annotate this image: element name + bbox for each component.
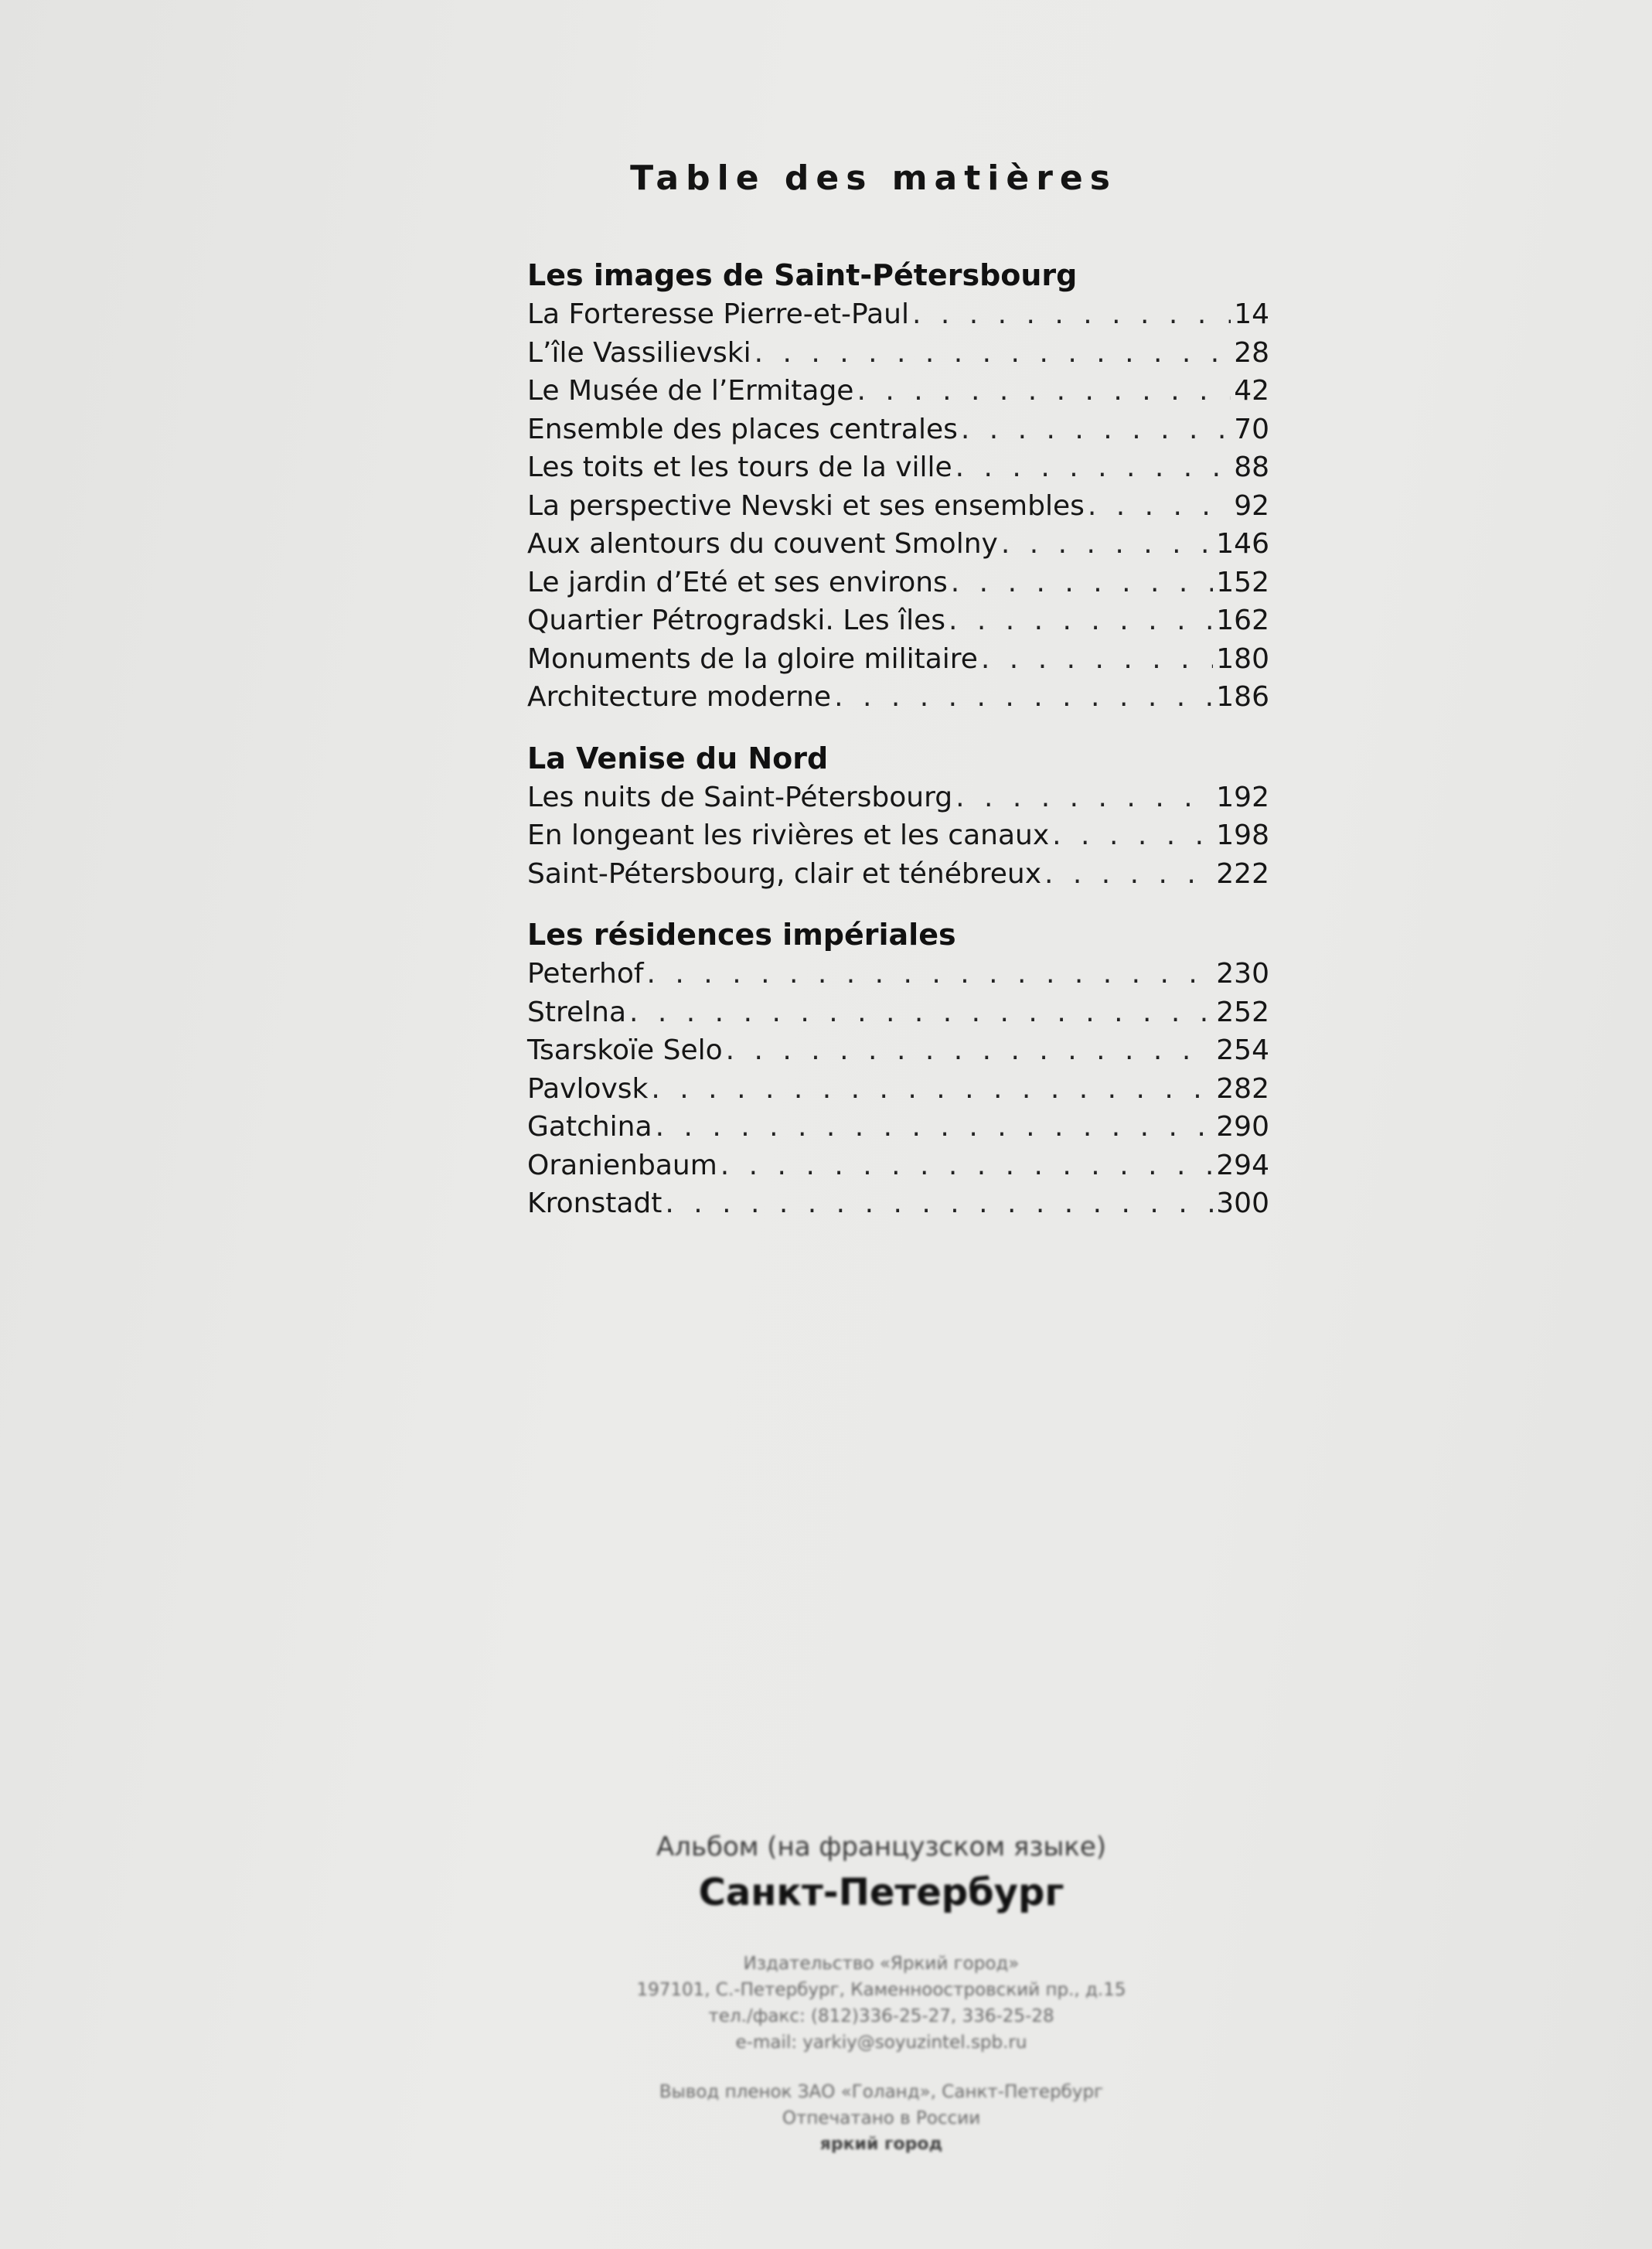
section-title: Les résidences impériales bbox=[527, 918, 956, 952]
dot-leader bbox=[1052, 816, 1213, 855]
entry-label: En longeant les rivières et les canaux bbox=[527, 820, 1050, 851]
entry-page: 42 bbox=[1234, 375, 1269, 407]
entry-label: Ensemble des places centrales bbox=[527, 413, 958, 445]
toc-section bbox=[527, 255, 1269, 717]
entry-label: Monuments de la gloire militaire bbox=[527, 642, 978, 675]
entry-page: 222 bbox=[1216, 857, 1269, 890]
entry-label: Kronstadt bbox=[527, 1188, 663, 1219]
toc-entry bbox=[527, 487, 1269, 526]
toc-entry bbox=[527, 448, 1269, 487]
toc-entry bbox=[527, 1147, 1269, 1185]
section-title: La Venise du Nord bbox=[527, 741, 829, 775]
dot-leader bbox=[961, 411, 1231, 449]
entry-label: Oranienbaum bbox=[527, 1149, 717, 1181]
dot-leader bbox=[629, 993, 1213, 1032]
entry-label: L’île Vassilievski bbox=[527, 336, 751, 369]
dot-leader bbox=[951, 564, 1213, 602]
publisher-line: Издательство «Яркий город» bbox=[743, 1954, 1020, 1974]
entry-page: 28 bbox=[1234, 336, 1269, 369]
entry-page: 146 bbox=[1216, 528, 1269, 560]
entry-label: Strelna bbox=[527, 996, 627, 1028]
toc-entry bbox=[527, 779, 1269, 817]
toc-entry bbox=[527, 1031, 1269, 1070]
entry-label: Tsarskoïe Selo bbox=[527, 1034, 723, 1066]
toc-entry bbox=[527, 525, 1269, 564]
toc-entry bbox=[527, 816, 1269, 855]
dot-leader bbox=[912, 295, 1231, 334]
toc-section bbox=[527, 738, 1269, 894]
entry-label: Peterhof bbox=[527, 958, 644, 990]
toc-entry bbox=[527, 372, 1269, 411]
entry-label: Architecture moderne bbox=[527, 681, 832, 713]
toc-entry bbox=[527, 678, 1269, 717]
page-title: Table des matières bbox=[630, 158, 1117, 198]
entry-label: Gatchina bbox=[527, 1111, 652, 1143]
dot-leader bbox=[665, 1184, 1213, 1223]
entry-page: 180 bbox=[1216, 642, 1269, 675]
toc-entry bbox=[527, 564, 1269, 602]
dot-leader bbox=[981, 640, 1213, 679]
entry-label: Les toits et les tours de la ville bbox=[527, 452, 952, 483]
dot-leader bbox=[726, 1031, 1214, 1070]
book-title-russian: Санкт-Петербург bbox=[698, 1871, 1064, 1914]
dot-leader bbox=[656, 1108, 1214, 1147]
entry-page: 294 bbox=[1216, 1149, 1269, 1181]
entry-label: Le jardin d’Eté et ses environs bbox=[527, 566, 948, 598]
toc-entry bbox=[527, 640, 1269, 679]
toc-entry bbox=[527, 1108, 1269, 1147]
printer-logo: яркий город bbox=[819, 2135, 943, 2154]
dot-leader bbox=[955, 448, 1231, 487]
table-of-contents bbox=[527, 255, 1269, 1245]
toc-entry bbox=[527, 295, 1269, 334]
entry-page: 192 bbox=[1216, 781, 1269, 813]
entry-page: 230 bbox=[1216, 958, 1269, 990]
entry-page: 198 bbox=[1216, 820, 1269, 851]
toc-section bbox=[527, 915, 1269, 1223]
entry-page: 162 bbox=[1216, 605, 1269, 636]
print-line: Вывод пленок ЗАО «Голанд», Санкт-Петербург bbox=[659, 2082, 1104, 2102]
entry-label: La perspective Nevski et ses ensembles bbox=[527, 489, 1085, 522]
toc-entry bbox=[527, 993, 1269, 1032]
dot-leader bbox=[754, 334, 1231, 373]
entry-label: Quartier Pétrogradski. Les îles bbox=[527, 605, 945, 636]
publisher-line: 197101, С.-Петербург, Каменноостровский пр., д.15 bbox=[636, 1980, 1126, 2000]
toc-entry bbox=[527, 411, 1269, 449]
dot-leader bbox=[834, 678, 1213, 717]
dot-leader bbox=[720, 1147, 1214, 1185]
section-title: Les images de Saint-Pétersbourg bbox=[527, 258, 1078, 292]
dot-leader bbox=[857, 372, 1231, 411]
dot-leader bbox=[1001, 525, 1213, 564]
toc-entry bbox=[527, 1184, 1269, 1223]
toc-entry bbox=[527, 955, 1269, 993]
dot-leader bbox=[651, 1070, 1213, 1109]
entry-label: Pavlovsk bbox=[527, 1072, 649, 1105]
colophon bbox=[588, 1828, 1175, 2158]
entry-page: 290 bbox=[1216, 1111, 1269, 1143]
entry-page: 14 bbox=[1234, 298, 1269, 330]
entry-page: 252 bbox=[1216, 996, 1269, 1028]
publisher-line: e-mail: yarkiy@soyuzintel.spb.ru bbox=[735, 2033, 1027, 2053]
entry-label: Aux alentours du couvent Smolny bbox=[527, 528, 998, 560]
entry-page: 254 bbox=[1216, 1034, 1269, 1066]
dot-leader bbox=[1088, 487, 1231, 526]
entry-page: 152 bbox=[1216, 566, 1269, 598]
toc-entry bbox=[527, 1070, 1269, 1109]
toc-entry bbox=[527, 855, 1269, 894]
entry-label: Les nuits de Saint-Pétersbourg bbox=[527, 781, 953, 813]
album-note: Альбом (на французском языке) bbox=[656, 1832, 1107, 1862]
entry-page: 186 bbox=[1216, 681, 1269, 713]
dot-leader bbox=[1044, 855, 1213, 894]
dot-leader bbox=[949, 601, 1213, 640]
entry-page: 282 bbox=[1216, 1072, 1269, 1105]
entry-page: 70 bbox=[1234, 413, 1269, 445]
print-line: Отпечатано в России bbox=[782, 2108, 981, 2128]
toc-entry bbox=[527, 334, 1269, 373]
dot-leader bbox=[647, 955, 1214, 993]
publisher-line: тел./факс: (812)336-25-27, 336-25-28 bbox=[708, 2006, 1054, 2026]
entry-label: Le Musée de l’Ermitage bbox=[527, 375, 854, 407]
entry-label: Saint-Pétersbourg, clair et ténébreux bbox=[527, 857, 1041, 890]
dot-leader bbox=[955, 779, 1213, 817]
entry-page: 300 bbox=[1216, 1188, 1269, 1219]
entry-label: La Forteresse Pierre-et-Paul bbox=[527, 298, 909, 330]
entry-page: 92 bbox=[1234, 489, 1269, 522]
toc-entry bbox=[527, 601, 1269, 640]
entry-page: 88 bbox=[1234, 452, 1269, 483]
